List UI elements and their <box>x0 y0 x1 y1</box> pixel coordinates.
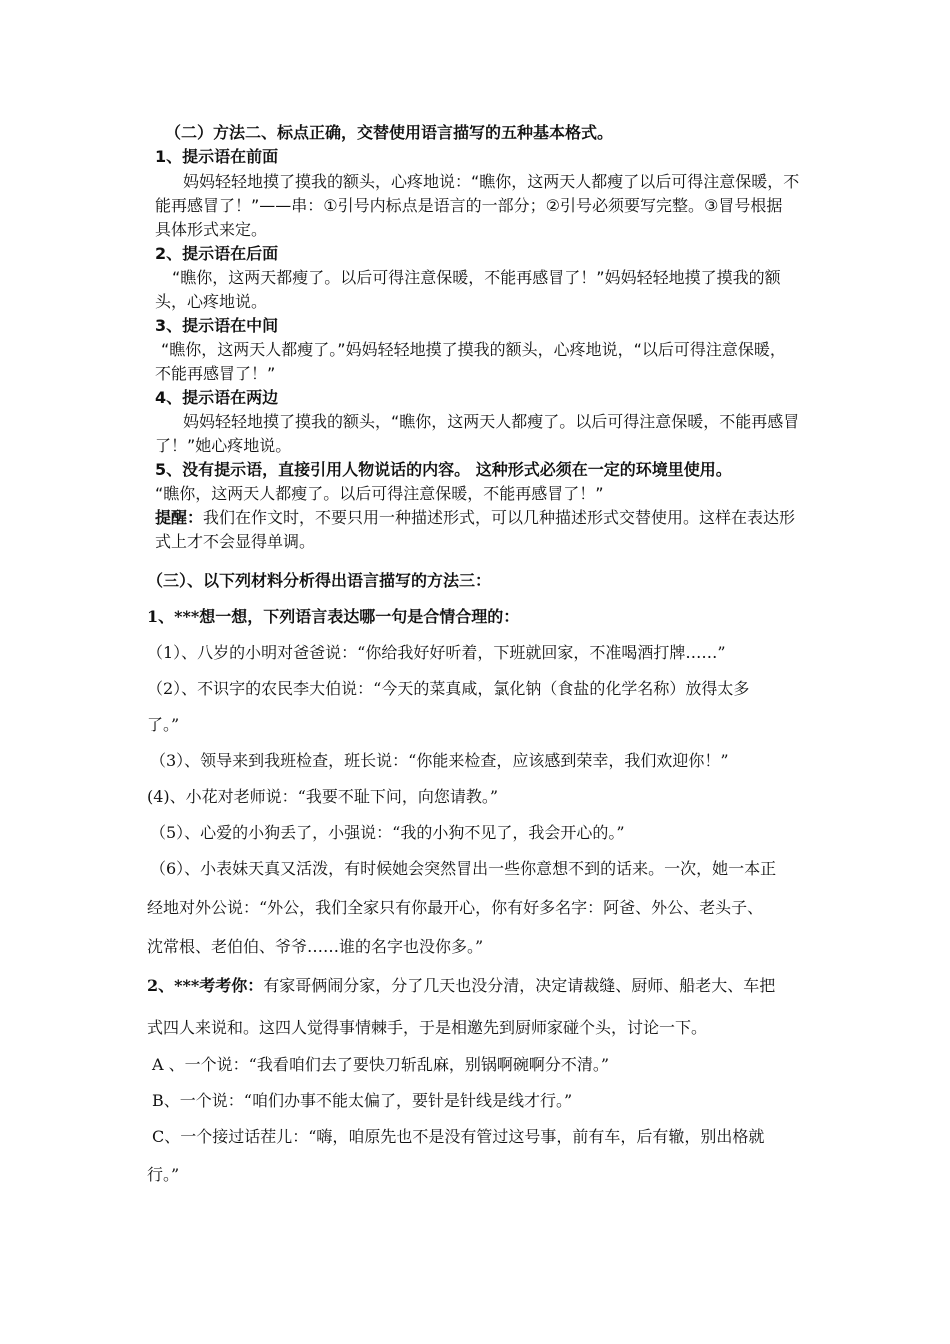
format1-line3: 具体形式来定。 <box>155 220 268 239</box>
format5-title: 5、没有提示语，直接引用人物说话的内容。 这种形式必须在一定的环境里使用。 <box>155 460 732 479</box>
format4-title: 4、提示语在两边 <box>155 388 279 407</box>
question2-option-c-line1: C、一个接过话茬儿：“嗨，咱原先也不是没有管过这号事，前有车，后有辙，别出格就 <box>152 1127 765 1146</box>
reminder-text: 我们在作文时，不要只用一种描述形式，可以几种描述形式交替使用。这样在表达形 <box>203 508 796 527</box>
question2-option-b: B、一个说：“咱们办事不能太偏了，要针是针线是线才行。” <box>152 1091 573 1110</box>
format1-line1: 妈妈轻轻地摸了摸我的额头，心疼地说：“瞧你，这两天人都瘦了以后可得注意保暖，不 <box>183 172 800 191</box>
question1-item2-line1: （2）、不识字的农民李大伯说：“今天的菜真咸，氯化钠（食盐的化学名称）放得太多 <box>147 679 750 698</box>
format4-line2: 了！”她心疼地说。 <box>155 436 292 455</box>
format3-line2: 不能再感冒了！” <box>155 364 276 383</box>
format2-title: 2、提示语在后面 <box>155 244 279 263</box>
question2-text: 有家哥俩闹分家，分了几天也没分清，决定请裁缝、厨师、船老大、车把 <box>263 976 776 995</box>
question2-line2: 式四人来说和。这四人觉得事情棘手，于是相邀先到厨师家碰个头，讨论一下。 <box>147 1018 708 1037</box>
question1-item5: （5）、心爱的小狗丢了，小强说：“我的小狗不见了，我会开心的。” <box>150 823 625 842</box>
format2-line1: “瞧你，这两天都瘦了。以后可得注意保暖，不能再感冒了！”妈妈轻轻地摸了摸我的额 <box>172 268 781 287</box>
question2-option-c-line2: 行。” <box>147 1165 180 1184</box>
format4-line1: 妈妈轻轻地摸了摸我的额头，“瞧你，这两天人都瘦了。以后可得注意保暖，不能再感冒 <box>183 412 800 431</box>
reminder-line1 <box>155 507 795 529</box>
question1-title: 1、***想一想，下列语言表达哪一句是合情合理的： <box>147 607 520 626</box>
format5-line1: “瞧你，这两天人都瘦了。以后可得注意保暖，不能再感冒了！” <box>155 484 604 503</box>
section3-heading: （三）、以下列材料分析得出语言描写的方法三： <box>147 571 492 590</box>
format3-title: 3、提示语在中间 <box>155 316 279 335</box>
question1-item3: （3）、领导来到我班检查，班长说：“你能来检查，应该感到荣幸，我们欢迎你！” <box>150 751 729 770</box>
format2-line2: 头，心疼地说。 <box>155 292 268 311</box>
question1-item4: (4)、小花对老师说：“我要不耻下问，向您请教。” <box>147 787 499 806</box>
question2-title: 2、***考考你： <box>147 976 264 995</box>
question1-item6-line3: 沈常根、老伯伯、爷爷……谁的名字也没你多。” <box>147 937 484 956</box>
format1-title: 1、提示语在前面 <box>155 147 279 166</box>
format1-line2: 能再感冒了！”——串：①引号内标点是语言的一部分；②引号必须要写完整。③冒号根据 <box>155 196 783 215</box>
reminder-label: 提醒： <box>155 508 204 527</box>
question1-item1: （1）、八岁的小明对爸爸说：“你给我好好听着，下班就回家，不准喝酒打牌……” <box>147 643 726 662</box>
reminder-line2: 式上才不会显得单调。 <box>155 532 316 551</box>
format3-line1: “瞧你，这两天人都瘦了。”妈妈轻轻地摸了摸我的额头，心疼地说，“以后可得注意保暖， <box>161 340 786 359</box>
question1-item2-line2: 了。” <box>147 715 180 734</box>
question2-option-a: A 、一个说：“我看咱们去了要快刀斩乱麻，别锅啊碗啊分不清。” <box>152 1055 610 1074</box>
question1-item6-line2: 经地对外公说：“外公，我们全家只有你最开心，你有好多名字：阿爸、外公、老头子、 <box>147 898 764 917</box>
question1-item6-line1: （6）、小表妹天真又活泼，有时候她会突然冒出一些你意想不到的话来。一次，她一本正 <box>150 859 777 878</box>
section2-heading: （二）方法二、标点正确，交替使用语言描写的五种基本格式。 <box>165 123 614 142</box>
question2-line1 <box>147 975 775 997</box>
